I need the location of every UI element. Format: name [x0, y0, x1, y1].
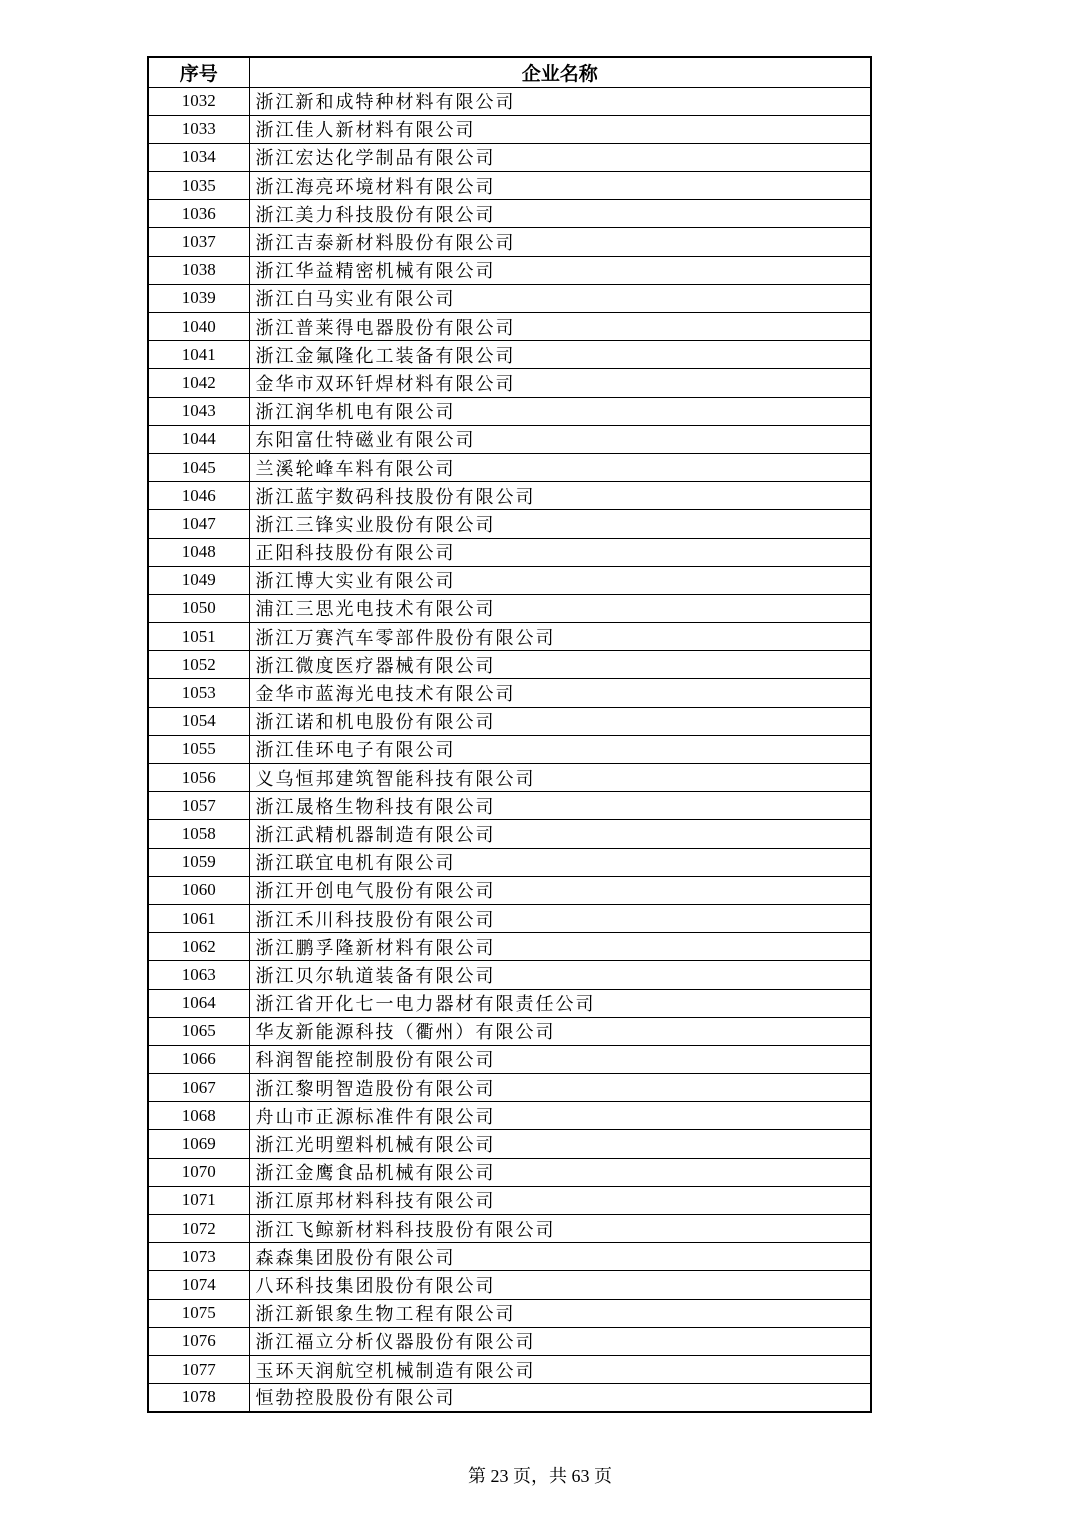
row-company-name: 浙江普莱得电器股份有限公司 — [249, 313, 871, 341]
table-row — [148, 172, 871, 200]
row-index: 1054 — [148, 707, 249, 735]
row-index: 1064 — [148, 989, 249, 1017]
table-row — [148, 792, 871, 820]
row-company-name: 八环科技集团股份有限公司 — [249, 1271, 871, 1299]
row-index: 1068 — [148, 1102, 249, 1130]
page-footer: 第 23 页，共 63 页 — [468, 1466, 612, 1486]
row-index: 1052 — [148, 651, 249, 679]
table-row — [148, 369, 871, 397]
row-company-name: 浙江海亮环境材料有限公司 — [249, 172, 871, 200]
table-row — [148, 482, 871, 510]
row-company-name: 浙江武精机器制造有限公司 — [249, 820, 871, 848]
row-company-name: 浙江贝尔轨道装备有限公司 — [249, 961, 871, 989]
row-company-name: 浙江鹏孚隆新材料有限公司 — [249, 933, 871, 961]
table-row — [148, 1017, 871, 1045]
row-index: 1047 — [148, 510, 249, 538]
row-index: 1058 — [148, 820, 249, 848]
table-row — [148, 1384, 871, 1412]
company-list-sheet — [147, 56, 870, 1413]
table-row — [148, 1299, 871, 1327]
row-index: 1072 — [148, 1215, 249, 1243]
row-index: 1078 — [148, 1384, 249, 1412]
row-index: 1056 — [148, 764, 249, 792]
row-company-name: 正阳科技股份有限公司 — [249, 538, 871, 566]
header-index: 序号 — [148, 57, 249, 87]
row-index: 1059 — [148, 848, 249, 876]
row-index: 1044 — [148, 425, 249, 453]
row-index: 1050 — [148, 594, 249, 622]
row-index: 1071 — [148, 1186, 249, 1214]
table-row — [148, 1158, 871, 1186]
row-company-name: 浙江新和成特种材料有限公司 — [249, 87, 871, 115]
row-company-name: 浙江晟格生物科技有限公司 — [249, 792, 871, 820]
table-row — [148, 876, 871, 904]
row-index: 1040 — [148, 313, 249, 341]
row-company-name: 兰溪轮峰车料有限公司 — [249, 453, 871, 481]
row-company-name: 浙江佳环电子有限公司 — [249, 735, 871, 763]
row-index: 1074 — [148, 1271, 249, 1299]
table-row — [148, 566, 871, 594]
row-index: 1065 — [148, 1017, 249, 1045]
table-row — [148, 848, 871, 876]
row-index: 1043 — [148, 397, 249, 425]
table-row — [148, 1130, 871, 1158]
row-company-name: 浙江金氟隆化工装备有限公司 — [249, 341, 871, 369]
table-row — [148, 256, 871, 284]
row-company-name: 浙江新银象生物工程有限公司 — [249, 1299, 871, 1327]
table-row — [148, 933, 871, 961]
table-row — [148, 200, 871, 228]
table-row — [148, 1243, 871, 1271]
row-company-name: 浙江福立分析仪器股份有限公司 — [249, 1327, 871, 1355]
row-index: 1073 — [148, 1243, 249, 1271]
row-index: 1070 — [148, 1158, 249, 1186]
table-row — [148, 904, 871, 932]
table-row — [148, 594, 871, 622]
row-company-name: 舟山市正源标准件有限公司 — [249, 1102, 871, 1130]
table-header-row — [148, 57, 871, 87]
table-row — [148, 453, 871, 481]
row-company-name: 浙江佳人新材料有限公司 — [249, 115, 871, 143]
row-index: 1075 — [148, 1299, 249, 1327]
table-row — [148, 989, 871, 1017]
company-table — [147, 56, 872, 1413]
row-company-name: 浙江飞鲸新材料科技股份有限公司 — [249, 1215, 871, 1243]
row-company-name: 恒勃控股股份有限公司 — [249, 1384, 871, 1412]
row-company-name: 华友新能源科技（衢州）有限公司 — [249, 1017, 871, 1045]
row-company-name: 森森集团股份有限公司 — [249, 1243, 871, 1271]
row-index: 1077 — [148, 1355, 249, 1383]
table-row — [148, 1045, 871, 1073]
table-row — [148, 1327, 871, 1355]
row-index: 1062 — [148, 933, 249, 961]
row-index: 1057 — [148, 792, 249, 820]
table-row — [148, 651, 871, 679]
row-index: 1067 — [148, 1074, 249, 1102]
table-row — [148, 143, 871, 171]
row-company-name: 浙江博大实业有限公司 — [249, 566, 871, 594]
row-company-name: 浙江省开化七一电力器材有限责任公司 — [249, 989, 871, 1017]
row-index: 1049 — [148, 566, 249, 594]
table-row — [148, 1186, 871, 1214]
table-row — [148, 820, 871, 848]
row-index: 1042 — [148, 369, 249, 397]
table-row — [148, 313, 871, 341]
table-row — [148, 623, 871, 651]
row-index: 1036 — [148, 200, 249, 228]
row-company-name: 浙江宏达化学制品有限公司 — [249, 143, 871, 171]
row-company-name: 浙江三锋实业股份有限公司 — [249, 510, 871, 538]
table-row — [148, 735, 871, 763]
row-index: 1051 — [148, 623, 249, 651]
table-row — [148, 1074, 871, 1102]
row-index: 1039 — [148, 284, 249, 312]
row-company-name: 浙江蓝宇数码科技股份有限公司 — [249, 482, 871, 510]
header-company-name: 企业名称 — [249, 57, 871, 87]
row-index: 1034 — [148, 143, 249, 171]
row-index: 1055 — [148, 735, 249, 763]
row-index: 1069 — [148, 1130, 249, 1158]
table-row — [148, 397, 871, 425]
row-index: 1032 — [148, 87, 249, 115]
row-company-name: 东阳富仕特磁业有限公司 — [249, 425, 871, 453]
row-index: 1046 — [148, 482, 249, 510]
table-row — [148, 1215, 871, 1243]
table-body — [148, 87, 871, 1412]
row-company-name: 浙江万赛汽车零部件股份有限公司 — [249, 623, 871, 651]
row-index: 1061 — [148, 904, 249, 932]
row-company-name: 浙江开创电气股份有限公司 — [249, 876, 871, 904]
row-index: 1041 — [148, 341, 249, 369]
row-company-name: 玉环天润航空机械制造有限公司 — [249, 1355, 871, 1383]
table-row — [148, 538, 871, 566]
row-company-name: 浙江华益精密机械有限公司 — [249, 256, 871, 284]
row-company-name: 金华市蓝海光电技术有限公司 — [249, 679, 871, 707]
row-company-name: 浙江禾川科技股份有限公司 — [249, 904, 871, 932]
table-row — [148, 115, 871, 143]
row-company-name: 浙江吉泰新材料股份有限公司 — [249, 228, 871, 256]
row-index: 1038 — [148, 256, 249, 284]
row-index: 1045 — [148, 453, 249, 481]
table-row — [148, 764, 871, 792]
row-index: 1048 — [148, 538, 249, 566]
table-row — [148, 228, 871, 256]
row-index: 1033 — [148, 115, 249, 143]
table-row — [148, 341, 871, 369]
row-index: 1063 — [148, 961, 249, 989]
row-company-name: 浙江原邦材料科技有限公司 — [249, 1186, 871, 1214]
row-index: 1035 — [148, 172, 249, 200]
row-index: 1037 — [148, 228, 249, 256]
row-company-name: 浙江诺和机电股份有限公司 — [249, 707, 871, 735]
table-row — [148, 1102, 871, 1130]
table-row — [148, 707, 871, 735]
row-company-name: 金华市双环钎焊材料有限公司 — [249, 369, 871, 397]
row-company-name: 浙江黎明智造股份有限公司 — [249, 1074, 871, 1102]
row-company-name: 义乌恒邦建筑智能科技有限公司 — [249, 764, 871, 792]
table-row — [148, 510, 871, 538]
row-company-name: 科润智能控制股份有限公司 — [249, 1045, 871, 1073]
row-index: 1066 — [148, 1045, 249, 1073]
table-row — [148, 284, 871, 312]
row-company-name: 浙江光明塑料机械有限公司 — [249, 1130, 871, 1158]
row-company-name: 浙江白马实业有限公司 — [249, 284, 871, 312]
row-company-name: 浙江美力科技股份有限公司 — [249, 200, 871, 228]
row-company-name: 浦江三思光电技术有限公司 — [249, 594, 871, 622]
row-company-name: 浙江微度医疗器械有限公司 — [249, 651, 871, 679]
table-row — [148, 961, 871, 989]
row-index: 1076 — [148, 1327, 249, 1355]
row-company-name: 浙江金鹰食品机械有限公司 — [249, 1158, 871, 1186]
table-row — [148, 1271, 871, 1299]
row-index: 1053 — [148, 679, 249, 707]
row-index: 1060 — [148, 876, 249, 904]
table-row — [148, 425, 871, 453]
row-company-name: 浙江润华机电有限公司 — [249, 397, 871, 425]
table-row — [148, 1355, 871, 1383]
table-row — [148, 679, 871, 707]
table-row — [148, 87, 871, 115]
row-company-name: 浙江联宜电机有限公司 — [249, 848, 871, 876]
